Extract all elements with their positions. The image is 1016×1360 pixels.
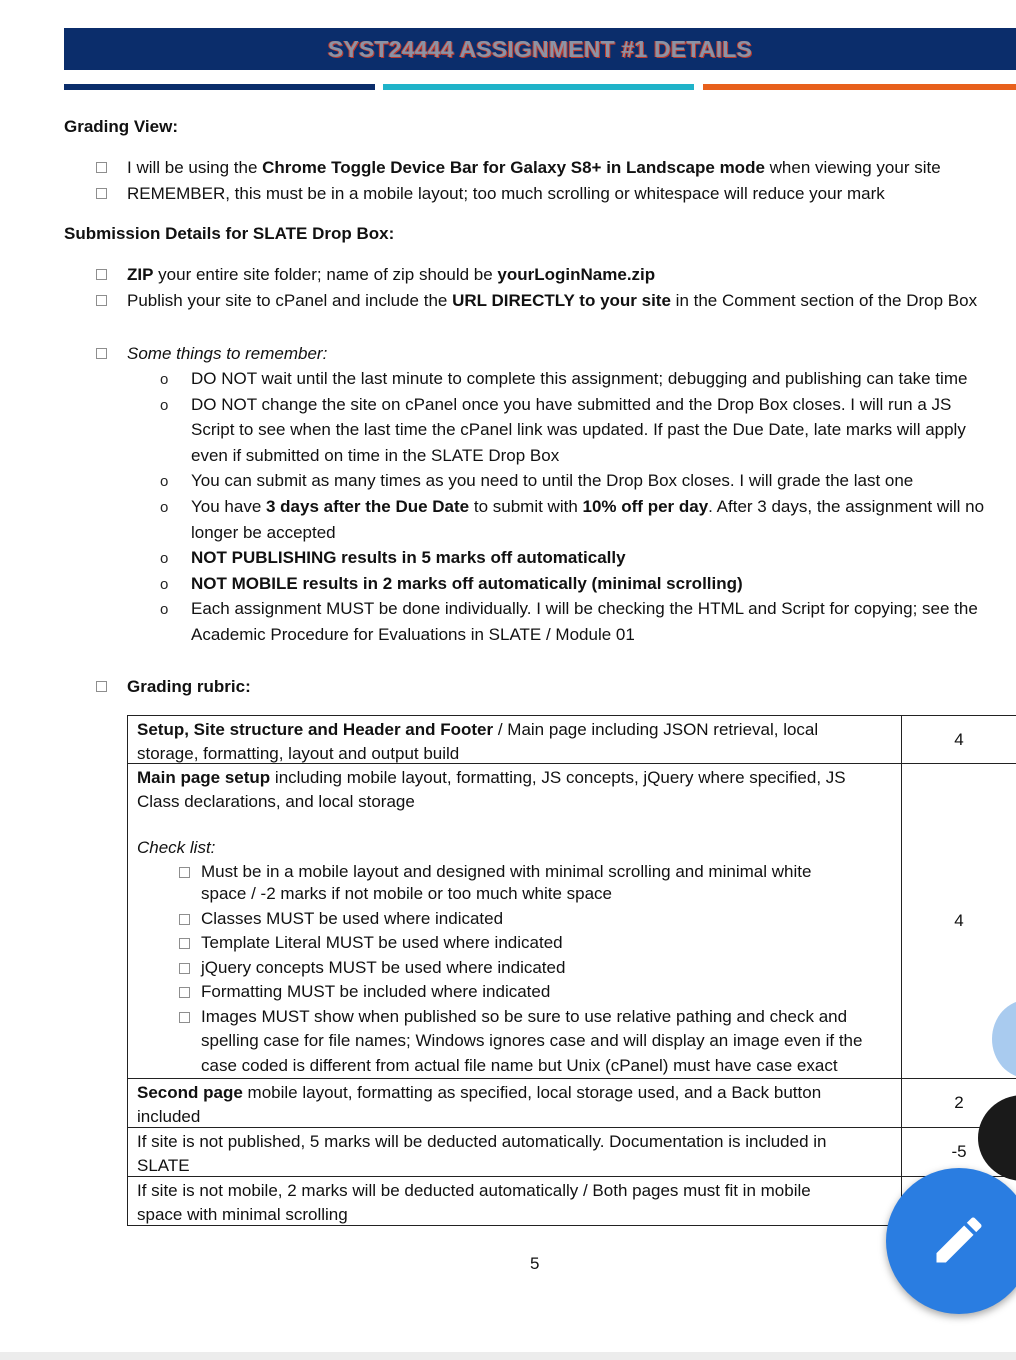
remember-item-2-line-2: Script to see when the last time the cPanel link was updated. If past the Due Date, late marks will apply bbox=[191, 420, 966, 439]
rubric-row-description: If site is not mobile, 2 marks will be deducted automatically / Both pages must fit in mobile space with minimal scrolling bbox=[137, 1181, 811, 1224]
document-header-bar bbox=[64, 28, 1016, 70]
checklist-item: Classes MUST be used where indicated bbox=[137, 907, 897, 932]
circle-bullet-icon: o bbox=[160, 499, 169, 516]
header-stripe-orange bbox=[703, 84, 1016, 90]
header-stripe-navy bbox=[64, 84, 375, 90]
rubric-row-description: Setup, Site structure and Header and Footer / Main page including JSON retrieval, local storage, formatting, layout and output build bbox=[137, 720, 819, 763]
rubric-row-description: Second page mobile layout, formatting as specified, local storage used, and a Back button included bbox=[137, 1083, 822, 1126]
rubric-heading: Grading rubric: bbox=[127, 677, 251, 696]
checkbox-icon bbox=[179, 963, 190, 974]
bullet-box-icon bbox=[96, 162, 107, 173]
checklist-item: Formatting MUST be included where indicated bbox=[137, 980, 897, 1005]
submission-heading: Submission Details for SLATE Drop Box: bbox=[64, 224, 395, 243]
remember-item-2-line-3: even if submitted on time in the SLATE Drop Box bbox=[191, 446, 560, 465]
checkbox-icon bbox=[179, 1012, 190, 1023]
checklist-item: Template Literal MUST be used where indicated bbox=[137, 931, 897, 956]
remember-item-7-line-2: Academic Procedure for Evaluations in SLATE / Module 01 bbox=[191, 625, 635, 644]
bullet-box-icon bbox=[96, 681, 107, 692]
submission-item-1: ZIP your entire site folder; name of zip should be yourLoginName.zip bbox=[127, 265, 656, 284]
circle-bullet-icon: o bbox=[160, 601, 169, 618]
remember-item-5: NOT PUBLISHING results in 5 marks off automatically bbox=[191, 548, 626, 567]
checkbox-icon bbox=[179, 938, 190, 949]
grading-view-heading: Grading View: bbox=[64, 117, 178, 136]
circle-bullet-icon: o bbox=[160, 576, 169, 593]
remember-item-4-line-2: longer be accepted bbox=[191, 523, 336, 542]
header-stripe-teal bbox=[383, 84, 694, 90]
rubric-row-description: Main page setup including mobile layout, formatting, JS concepts, jQuery where specified, JS Class declarations, and local storage Check list: Must be in a mobile layout and designed with minimal scrolling and minimal white space / -2 marks if not mobile or too much white space Classes MUST be used where indicated Template Literal MUST be used where indicated jQuery concepts MUST be used where indicated Formatting MUST be included where indicated Images MUST show when published so be sure to use relative pathing and check and spelling case for file names; Windows ignores case and will display an image even if the case coded is different from actual file name but Unix (cPanel) must have case exact bbox=[137, 766, 897, 1078]
rubric-row bbox=[128, 1079, 1016, 1128]
edit-fab-button[interactable] bbox=[886, 1168, 1016, 1314]
checkbox-icon bbox=[179, 914, 190, 925]
grading-rubric-table bbox=[127, 715, 1016, 1226]
rubric-row-score: 2 bbox=[901, 1079, 1016, 1127]
rubric-row-score: 4 bbox=[901, 764, 1016, 1078]
rubric-row bbox=[128, 716, 1016, 764]
document-title: SYST24444 ASSIGNMENT #1 DETAILS bbox=[327, 36, 753, 62]
bullet-box-icon bbox=[96, 269, 107, 280]
page-number: 5 bbox=[530, 1254, 540, 1273]
rubric-row-description: If site is not published, 5 marks will be deducted automatically. Documentation is included in SLATE bbox=[137, 1132, 827, 1175]
grading-view-item-2: REMEMBER, this must be in a mobile layout; too much scrolling or whitespace will reduce your mark bbox=[127, 184, 885, 203]
rubric-row bbox=[128, 1128, 1016, 1177]
remember-item-2-line-1: DO NOT change the site on cPanel once you have submitted and the Drop Box closes. I will run a JS bbox=[191, 395, 952, 414]
rubric-row bbox=[128, 1177, 1016, 1226]
checkbox-icon bbox=[179, 867, 190, 878]
pencil-edit-icon bbox=[929, 1210, 989, 1270]
checklist-label: Check list: bbox=[137, 838, 216, 857]
checklist-item: Must be in a mobile layout and designed with minimal scrolling and minimal white space / -2 marks if not mobile or too much white space bbox=[137, 860, 897, 907]
rubric-row bbox=[128, 764, 1016, 1079]
grading-view-item-1: I will be using the Chrome Toggle Device Bar for Galaxy S8+ in Landscape mode when viewing your site bbox=[127, 158, 941, 177]
remember-item-4-line-1: You have 3 days after the Due Date to submit with 10% off per day. After 3 days, the assignment will no bbox=[191, 497, 985, 516]
bullet-box-icon bbox=[96, 295, 107, 306]
circle-bullet-icon: o bbox=[160, 473, 169, 490]
checklist-item: jQuery concepts MUST be used where indicated bbox=[137, 956, 897, 981]
rubric-row-score: -5 bbox=[901, 1128, 1016, 1176]
remember-item-6: NOT MOBILE results in 2 marks off automatically (minimal scrolling) bbox=[191, 574, 743, 593]
remember-heading: Some things to remember: bbox=[127, 344, 328, 363]
remember-item-1: DO NOT wait until the last minute to complete this assignment; debugging and publishing can take time bbox=[191, 369, 968, 388]
rubric-row-score: 4 bbox=[901, 716, 1016, 763]
remember-item-3: You can submit as many times as you need to until the Drop Box closes. I will grade the last one bbox=[191, 471, 914, 490]
checkbox-icon bbox=[179, 987, 190, 998]
bullet-box-icon bbox=[96, 188, 107, 199]
circle-bullet-icon: o bbox=[160, 550, 169, 567]
checklist-item: Images MUST show when published so be sure to use relative pathing and check and spelling case for file names; Windows ignores case and will display an image even if the case coded is different from actual file name but Unix (cPanel) must have case exact bbox=[137, 1005, 897, 1079]
bottom-edge-shade bbox=[0, 1352, 1016, 1360]
remember-item-7-line-1: Each assignment MUST be done individually. I will be checking the HTML and Script for copying; see the bbox=[191, 599, 978, 618]
circle-bullet-icon: o bbox=[160, 371, 169, 388]
submission-item-2: Publish your site to cPanel and include the URL DIRECTLY to your site in the Comment section of the Drop Box bbox=[127, 291, 978, 310]
circle-bullet-icon: o bbox=[160, 397, 169, 414]
bullet-box-icon bbox=[96, 348, 107, 359]
